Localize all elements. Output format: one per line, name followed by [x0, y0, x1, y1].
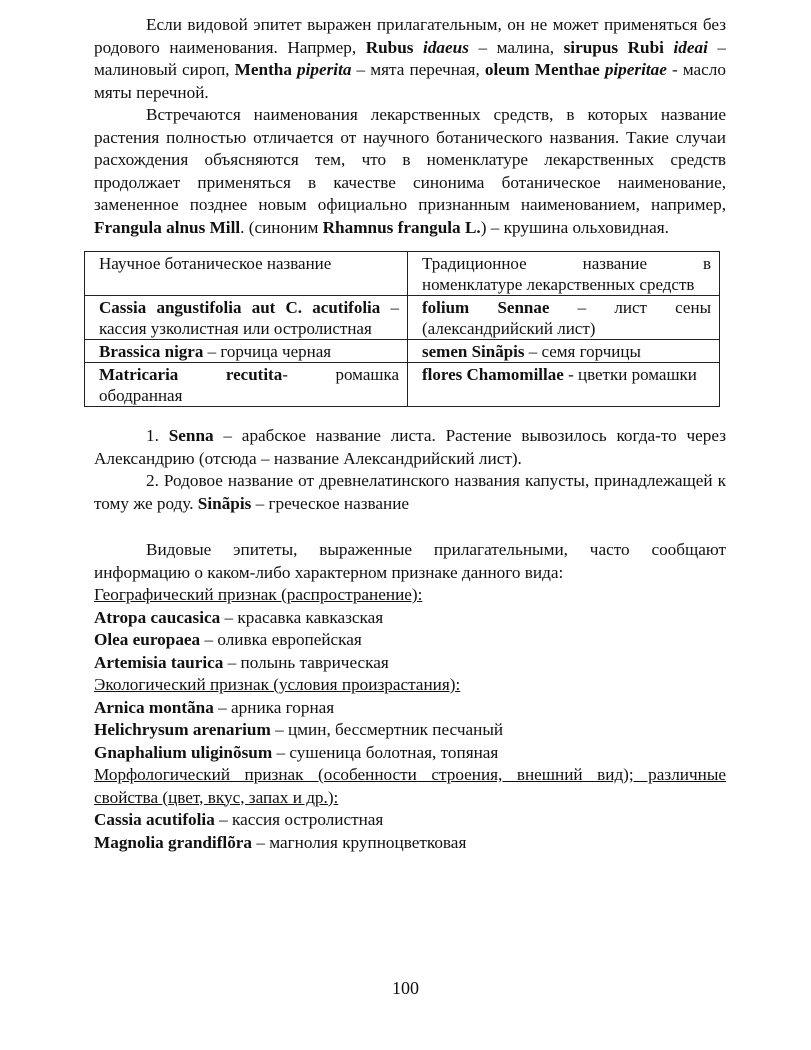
latin-term: oleum Menthae	[484, 60, 605, 79]
list-item: Olea europaea – оливка европейская	[94, 630, 362, 649]
page-body	[94, 14, 726, 854]
table-cell: folium Sennae – лист сены (александрийский лист)	[408, 296, 720, 340]
group-heading: Морфологический признак (особенности строения, внешний вид); различные свойства (цвет, вкус, запах и др.):	[94, 765, 726, 807]
list-item: Magnolia grandiflõra – магнолия крупноцветковая	[94, 832, 467, 852]
latin-term: Mentha	[234, 60, 298, 79]
latin-term: ideai	[673, 37, 708, 57]
footnote-1: 1. Senna – арабское название листа. Растение вывозилось когда-то через Александрию (отсюда – название Александрийский лист).	[94, 426, 726, 468]
table-header-cell: Традиционное название в номенклатуре лекарственных средств	[408, 252, 720, 296]
group-heading: Географический признак (распространение):	[94, 585, 423, 604]
list-item: Cassia acutifolia – кассия остролистная	[94, 810, 384, 829]
list-item: Atropa caucasica – красавка кавказская	[94, 607, 384, 627]
table-cell: Brassica nigra – горчица черная	[85, 340, 408, 363]
list-item: Helichrysum arenarium – цмин, бессмертник песчаный	[94, 720, 504, 739]
latin-term: piperita	[297, 60, 352, 79]
names-table	[84, 251, 720, 407]
paragraph-synonyms: Встречаются наименования лекарственных средств, в которых название растения полностью отличается от научного ботанического названия. Такие случаи расхождения объясняются тем, что в номенклатуре лекарственных средств продолжает применяться в качестве синонима ботаническое наименование, замененное позднее новым официально признанным наименованием, например, Frangula alnus Mill. (синоним Rhamnus frangula L.) – крушина ольховидная.	[94, 105, 726, 237]
table-cell: Cassia angustifolia aut C. acutifolia – кассия узколистная или остролистная	[85, 296, 408, 340]
latin-term: piperitae	[604, 60, 667, 79]
list-item: Gnaphalium uliginõsum – сушеница болотная, топяная	[94, 742, 499, 762]
group-heading: Экологический признак (условия произрастания):	[94, 675, 461, 694]
paragraph-specific-epithet: Если видовой эпитет выражен прилагательным, он не может применяться без родового наименования. Напрмер, Rubus idaeus – малина, sirupus Rubi ideai – малиновый сироп, Mentha piperita – мята перечная, oleum Menthae piperitae - масло мяты перечной.	[94, 15, 727, 102]
table-row	[85, 340, 720, 363]
table-cell: flores Chamomillae - цветки ромашки	[408, 363, 720, 407]
table-row	[85, 363, 720, 407]
latin-term: idaeus	[423, 37, 469, 57]
latin-term: sirupus Rubi	[563, 37, 674, 57]
table-cell: Matricaria recutita- ромашка ободранная	[85, 363, 408, 407]
table-cell: semen Sinãpis – семя горчицы	[408, 340, 720, 363]
latin-term: Rubus	[365, 37, 424, 57]
table-header-cell: Научное ботаническое название	[85, 252, 408, 296]
list-item: Arnica montãna – арника горная	[94, 697, 335, 717]
latin-term: Frangula alnus Mill	[94, 217, 241, 237]
page-number: 100	[392, 978, 419, 998]
list-item: Artemisia taurica – полынь таврическая	[94, 652, 389, 672]
latin-term: Rhamnus frangula L.	[322, 217, 481, 237]
footnote-2: 2. Родовое название от древнелатинского названия капусты, принадлежащей к тому же роду. Sinãpis – греческое название	[94, 471, 726, 513]
paragraph-epithet-features: Видовые эпитеты, выраженные прилагательными, часто сообщают информацию о каком-либо характерном признаке данного вида:	[94, 540, 726, 582]
table-header-row	[85, 252, 720, 296]
table-row	[85, 296, 720, 340]
